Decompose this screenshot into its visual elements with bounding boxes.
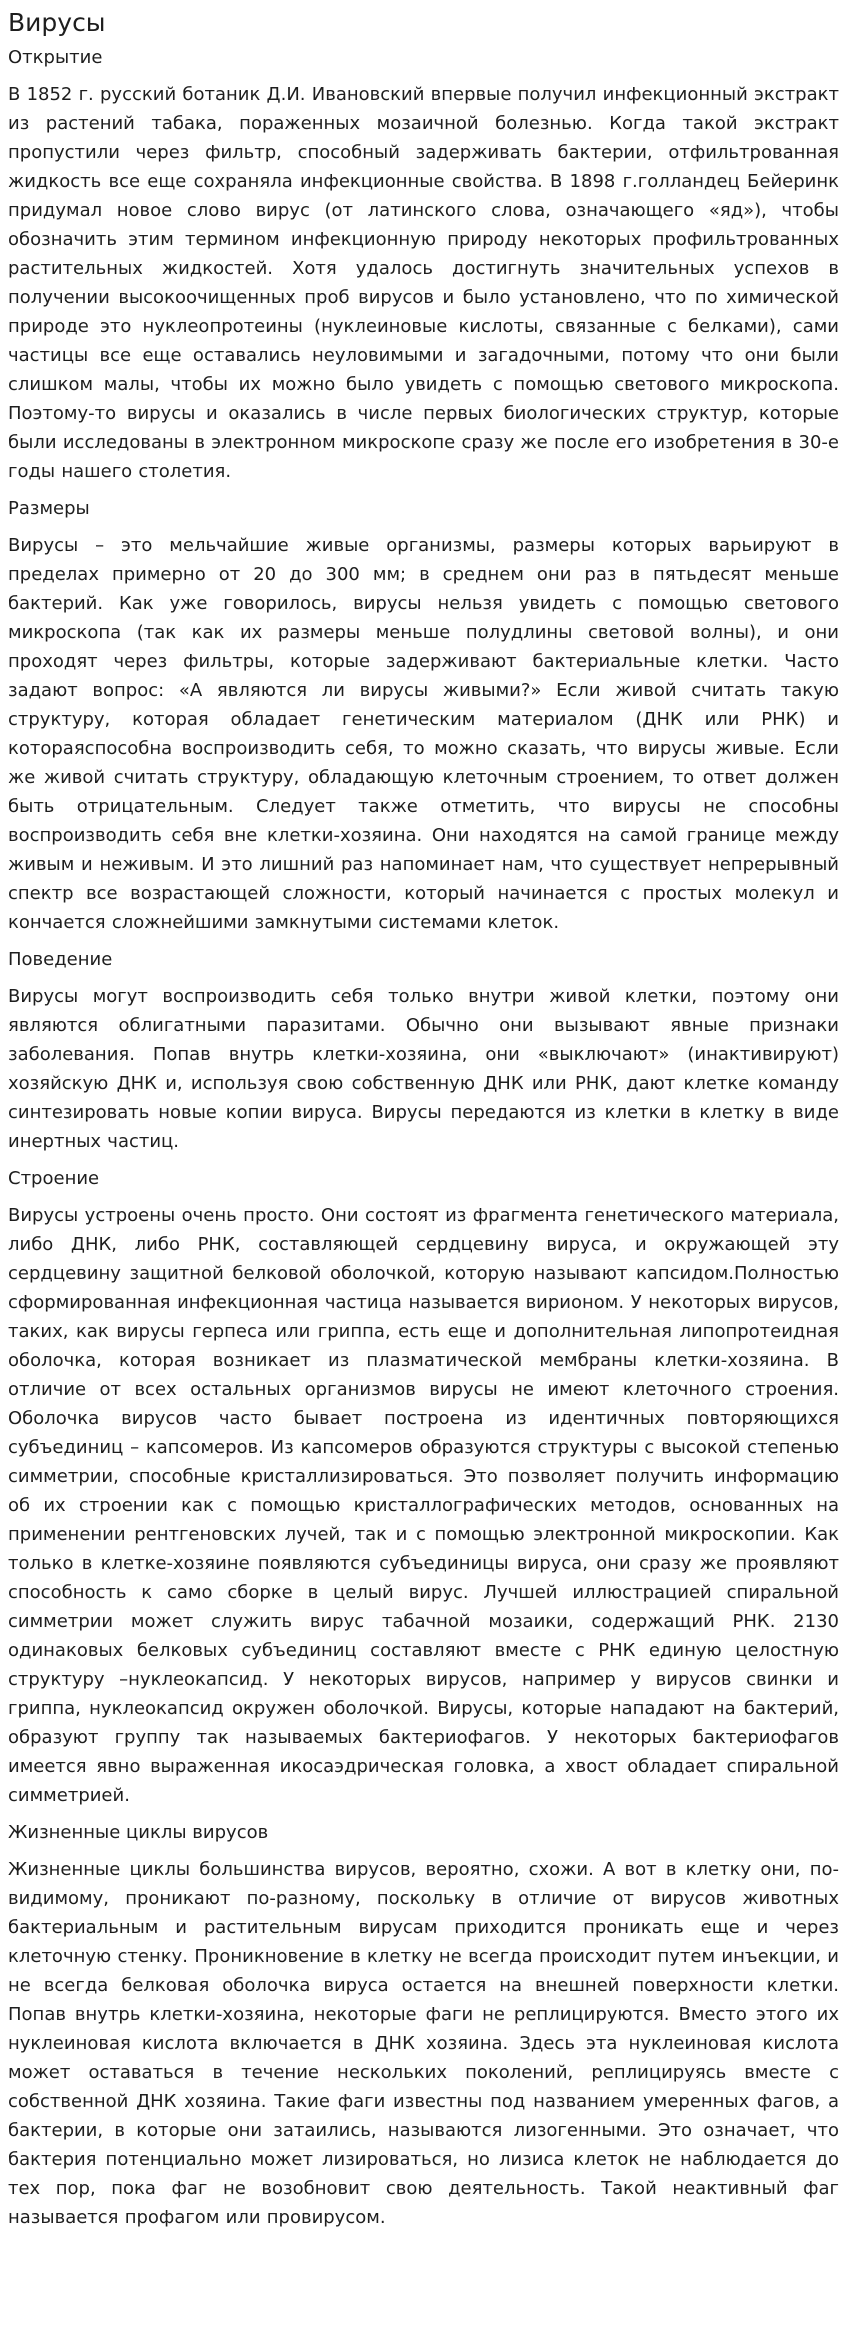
section-heading: Жизненные циклы вирусов [8,1822,269,1843]
section-structure [8,1165,839,1810]
section-paragraph: Вирусы – это мельчайшие живые организмы, размеры которых варьируют в пределах примерно от 20 до 300 мм; в среднем они раз в пятьдесят меньше бактерий. Как уже говорилось, вирусы нельзя увидеть с помощью светового микроскопа (так как их размеры меньше полудлины световой волны), и они проходят через фильтры, которые задерживают бактериальные клетки. Часто задают вопрос: «А являются ли вирусы живыми?» Если живой считать такую структуру, которая обладает генетическим материалом (ДНК или РНК) и котораяспособна воспроизводить себя, то можно сказать, что вирусы живые. Если же живой считать структуру, обладающую клеточным строением, то ответ должен быть отрицательным. Следует также отметить, что вирусы не способны воспроизводить себя вне клетки-хозяина. Они находятся на самой границе между живым и неживым. И это лишний раз напоминает нам, что существует непрерывный спектр все возрастающей сложности, который начинается с простых молекул и кончается сложнейшими замкнутыми системами клеток. [8,535,839,933]
section-paragraph: Жизненные циклы большинства вирусов, вероятно, схожи. А вот в клетку они, по-видимому, проникают по-разному, поскольку в отличие от вирусов животных бактериальным и растительным вирусам приходится проникать еще и через клеточную стенку. Проникновение в клетку не всегда происходит путем инъекции, и не всегда белковая оболочка вируса остается на внешней поверхности клетки. Попав внутрь клетки-хозяина, некоторые фаги не реплицируются. Вместо этого их нуклеиновая кислота включается в ДНК хозяина. Здесь эта нуклеиновая кислота может оставаться в течение нескольких поколений, реплицируясь вместе с собственной ДНК хозяина. Такие фаги известны под названием умеренных фагов, а бактерии, в которые они затаились, называются лизогенными. Это означает, что бактерия потенциально может лизироваться, но лизиса клеток не наблюдается до тех пор, пока фаг не возобновит свою деятельность. Такой неактивный фаг называется профагом или провирусом. [8,1859,839,2228]
section-heading: Открытие [8,47,103,68]
section-paragraph: Вирусы устроены очень просто. Они состоят из фрагмента генетического материала, либо ДНК, либо РНК, составляющей сердцевину вируса, и окружающей эту сердцевину защитной белковой оболочкой, которую называют капсидом.Полностью сформированная инфекционная частица называется вирионом. У некоторых вирусов, таких, как вирусы герпеса или гриппа, есть еще и дополнительная липопротеидная оболочка, которая возникает из плазматической мембраны клетки-хозяина. В отличие от всех остальных организмов вирусы не имеют клеточного строения. Оболочка вирусов часто бывает построена из идентичных повторяющихся субъединиц – капсомеров. Из капсомеров образуются структуры с высокой степенью симметрии, способные кристаллизироваться. Это позволяет получить информацию об их строении как с помощью кристаллографических методов, основанных на применении рентгеновских лучей, так и с помощью электронной микроскопии. Как только в клетке-хозяине появляются субъединицы вируса, они сразу же проявляют способность к само сборке в целый вирус. Лучшей иллюстрацией спиральной симметрии может служить вирус табачной мозаики, содержащий РНК. 2130 одинаковых белковых субъединиц составляют вместе с РНК единую целостную структуру –нуклеокапсид. У некоторых вирусов, например у вирусов свинки и гриппа, нуклеокапсид окружен оболочкой. Вирусы, которые нападают на бактерий, образуют группу так называемых бактериофагов. У некоторых бактериофагов имеется явно выраженная икосаэдрическая головка, а хвост обладает спиральной симметрией. [8,1205,839,1806]
section-sizes [8,495,839,937]
page-title: Вирусы [8,8,106,37]
section-life-cycles [8,1819,839,2232]
section-paragraph: Вирусы могут воспроизводить себя только внутри живой клетки, поэтому они являются облигатными паразитами. Обычно они вызывают явные признаки заболевания. Попав внутрь клетки-хозяина, они «выключают» (инактивируют) хозяйскую ДНК и, используя свою собственную ДНК или РНК, дают клетке команду синтезировать новые копии вируса. Вирусы передаются из клетки в клетку в виде инертных частиц. [8,986,839,1152]
section-heading: Строение [8,1168,100,1189]
section-paragraph: В 1852 г. русский ботаник Д.И. Ивановский впервые получил инфекционный экстракт из растений табака, пораженных мозаичной болезнью. Когда такой экстракт пропустили через фильтр, способный задерживать бактерии, отфильтрованная жидкость все еще сохраняла инфекционные свойства. В 1898 г.голландец Бейеринк придумал новое слово вирус (от латинского слова, означающего «яд»), чтобы обозначить этим термином инфекционную природу некоторых профильтрованных растительных жидкостей. Хотя удалось достигнуть значительных успехов в получении высокоочищенных проб вирусов и было установлено, что по химической природе это нуклеопротеины (нуклеиновые кислоты, связанные с белками), сами частицы все еще оставались неуловимыми и загадочными, потому что они были слишком малы, чтобы их можно было увидеть с помощью светового микроскопа. Поэтому-то вирусы и оказались в числе первых биологических структур, которые были исследованы в электронном микроскопе сразу же после его изобретения в 30-е годы нашего столетия. [8,84,839,482]
section-heading: Размеры [8,498,90,519]
section-heading: Поведение [8,949,113,970]
section-behavior [8,946,839,1156]
section-discovery [8,44,839,486]
